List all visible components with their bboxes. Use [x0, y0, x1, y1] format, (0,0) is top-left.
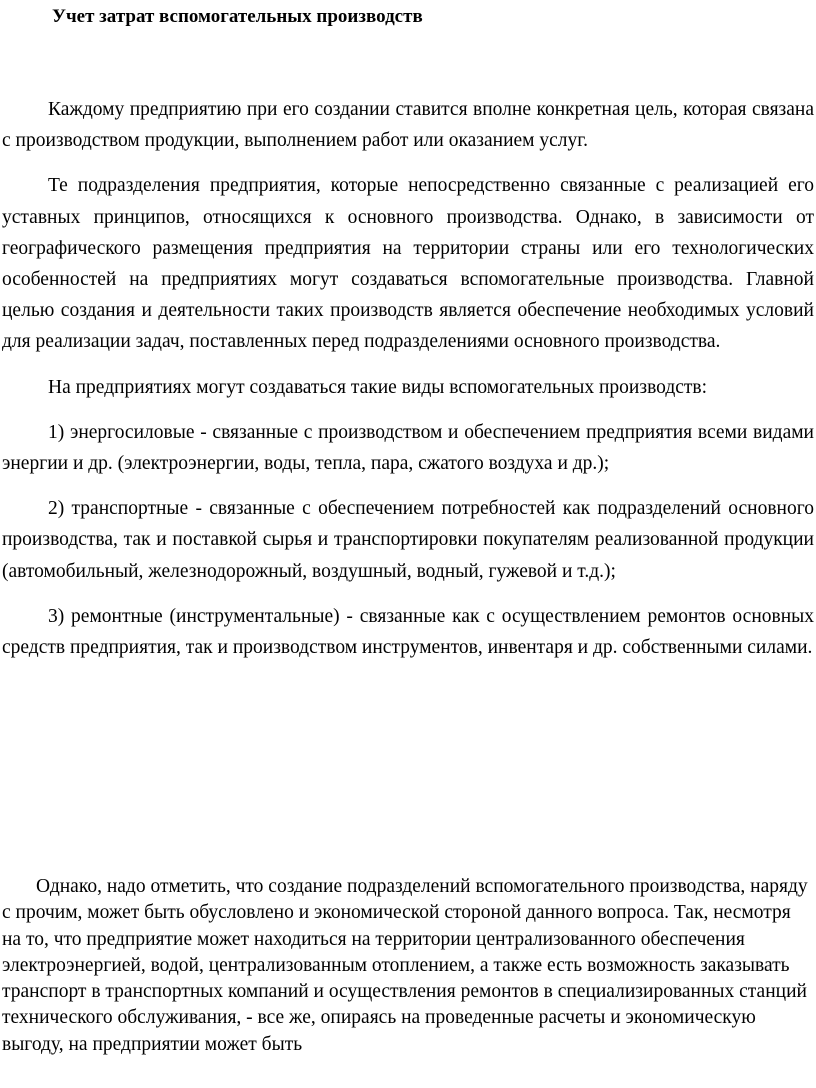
- paragraph-intro: Каждому предприятию при его создании ставится вполне конкретная цель, которая связана с производством продукции, выполнением работ или оказанием услуг.: [2, 99, 814, 152]
- list-item-repair: 3) ремонтные (инструментальные) - связанные как с осуществлением ремонтов основных средств предприятия, так и производством инструментов, инвентаря и др. собственными силами.: [2, 605, 814, 659]
- paragraph-types-intro: На предприятиях могут создаваться такие виды вспомогательных производств:: [48, 376, 708, 398]
- document-title: Учет затрат вспомогательных производств: [52, 6, 423, 27]
- list-item-energy: 1) энергосиловые - связанные с производством и обеспечением предприятия всеми видами энергии и др. (электроэнергии, воды, тепла, пара, сжатого воздуха и др.);: [2, 421, 814, 475]
- paragraph-economic-aspect: Однако, надо отметить, что создание подразделений вспомогательного производства, наряду с прочим, может быть обусловлено и экономической стороной данного вопроса. Так, несмотря на то, что предприятие может находиться на территории централизованного обеспечения электроэнергией, водой, централизованным отоплением, а также есть возможность заказывать транспорт в транспортных компаний и осуществления ремонтов в специализированных станций технического обслуживания, - все же, опираясь на проведенные расчеты и экономическую выгоду, на предприятии может быть: [2, 876, 808, 1055]
- paragraph-main-production: Те подразделения предприятия, которые непосредственно связанные с реализацией его уставных принципов, относящихся к основного производства. Однако, в зависимости от географического размещения предприятия на территории страны или его технологических особенностей на предприятиях могут создаваться вспомогательные производства. Главной целью создания и деятельности таких производств является обеспечение необходимых условий для реализации задач, поставленных перед подразделениями основного производства.: [2, 175, 814, 353]
- document-body: [2, 94, 814, 663]
- list-item-transport: 2) транспортные - связанные с обеспечением потребностей как подразделений основного производства, так и поставкой сырья и транспортировки покупателям реализованной продукции (автомобильный, железнодорожный, воздушный, водный, гужевой и т.д.);: [2, 498, 814, 582]
